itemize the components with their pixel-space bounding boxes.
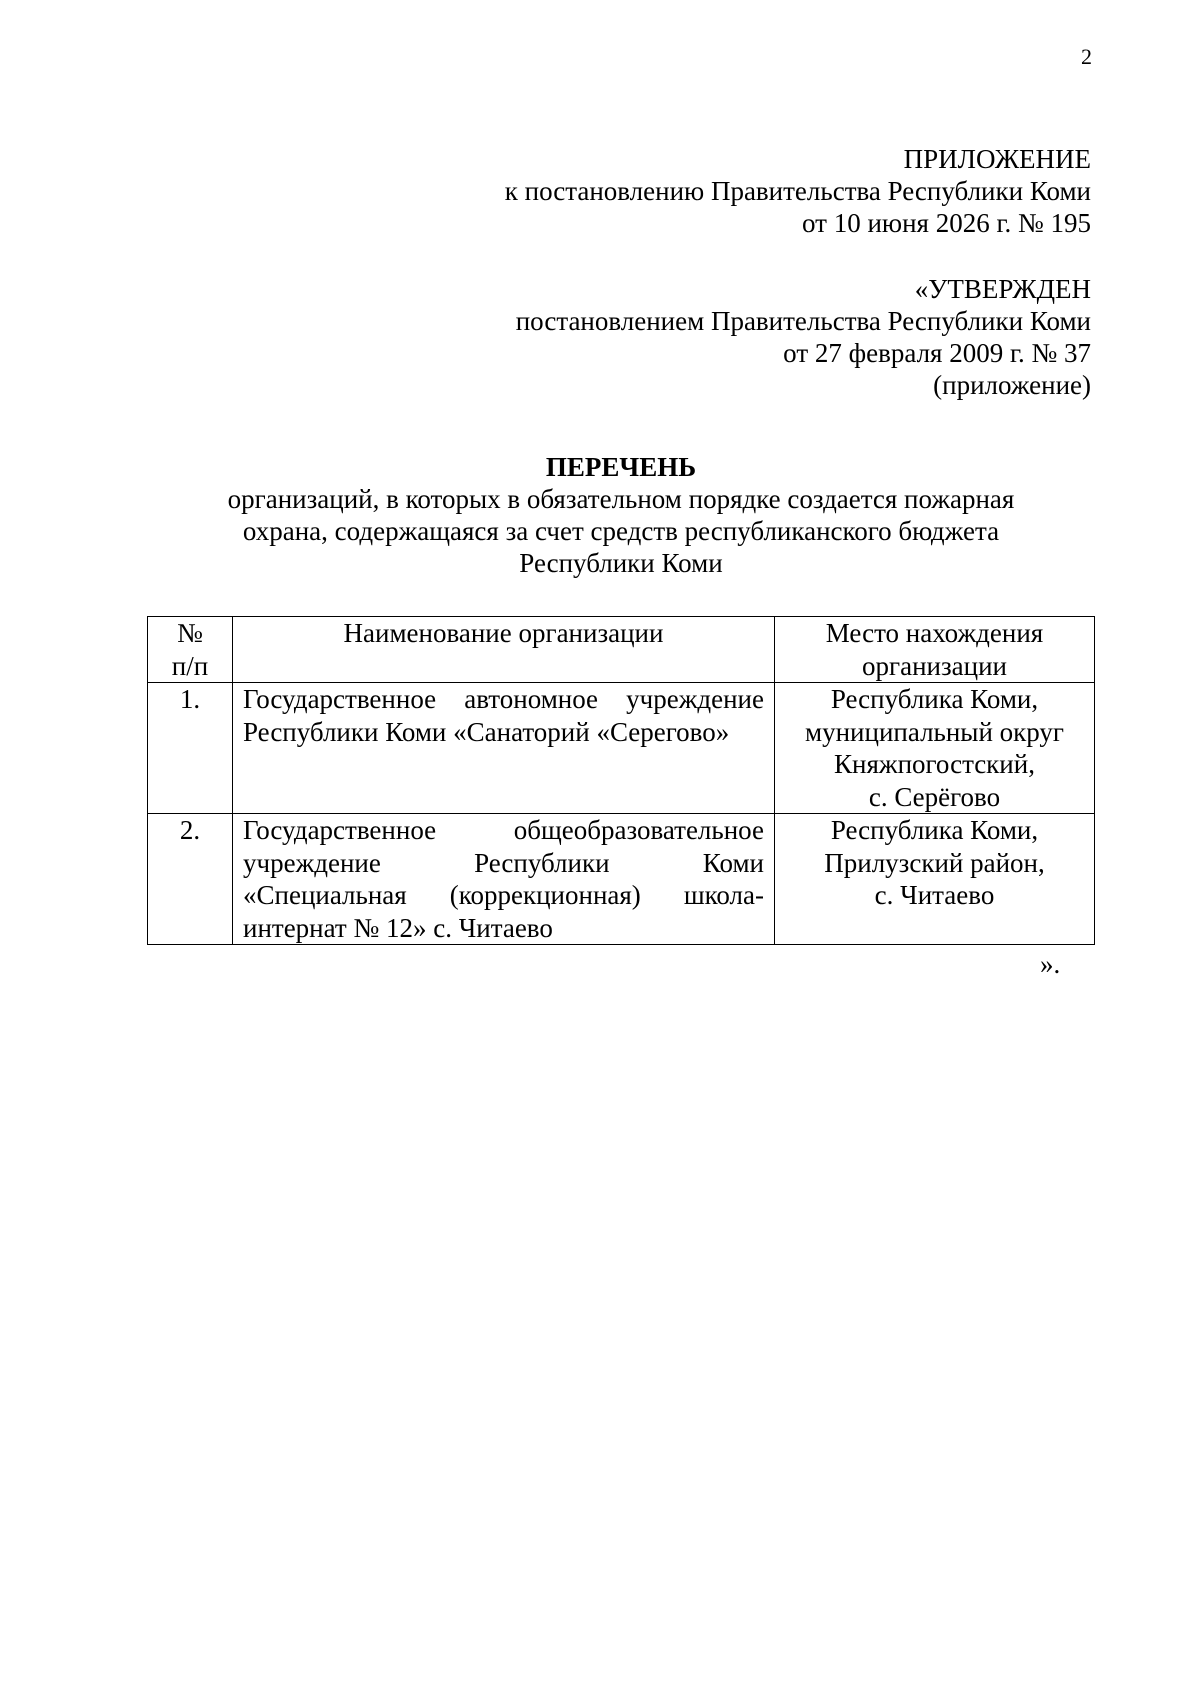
location-line: Республика Коми,	[830, 684, 1039, 714]
header-number-line: п/п	[171, 650, 209, 681]
appendix-date: от 10 июня 2026 г. № 195	[802, 208, 1091, 238]
name-line: «Специальная (коррекционная) школа-	[243, 880, 764, 910]
location-line: с. Серёгово	[868, 781, 1001, 812]
approved-date: от 27 февраля 2009 г. № 37	[783, 338, 1091, 368]
table-row	[148, 683, 1095, 814]
closing-quote: ».	[1040, 949, 1061, 979]
name-line: Республики Коми «Санаторий «Серегово»	[243, 716, 730, 747]
row-number: 2.	[148, 814, 233, 945]
page-number: 2	[1081, 44, 1092, 69]
appendix-resolution: к постановлению Правительства Республики Коми	[504, 176, 1091, 206]
row-organization-name	[233, 814, 775, 945]
header-number	[148, 617, 233, 683]
header-location-line: Место нахождения	[825, 618, 1044, 648]
approved-block	[291, 273, 1091, 401]
table-row	[148, 814, 1095, 945]
heading-block	[148, 451, 1094, 579]
appendix-title: ПРИЛОЖЕНИЕ	[903, 144, 1091, 174]
approved-note: (приложение)	[933, 370, 1091, 400]
name-line: учреждение Республики Коми	[243, 847, 764, 878]
name-line: Государственное автономное учреждение	[243, 684, 764, 714]
header-location	[775, 617, 1095, 683]
document-subtitle-line: Республики Коми	[519, 548, 723, 578]
appendix-block	[291, 143, 1091, 239]
name-line: интернат № 12» с. Читаево	[243, 912, 553, 943]
row-location	[775, 814, 1095, 945]
header-number-line: №	[177, 618, 203, 648]
header-name-text: Наименование организации	[343, 618, 664, 648]
name-line: Государственное общеобразовательное	[243, 815, 764, 845]
location-line: Прилузский район,	[824, 847, 1045, 878]
approved-title: «УТВЕРЖДЕН	[914, 274, 1091, 304]
location-line: Республика Коми,	[830, 815, 1039, 845]
document-subtitle-line: организаций, в которых в обязательном порядке создается пожарная	[227, 484, 1015, 514]
document-subtitle-line: охрана, содержащаяся за счет средств республиканского бюджета	[242, 516, 1000, 546]
header-location-line: организации	[862, 650, 1007, 681]
row-location	[775, 683, 1095, 814]
location-line: муниципальный округ	[805, 716, 1064, 747]
approved-resolution: постановлением Правительства Республики Коми	[515, 306, 1091, 336]
organizations-table	[147, 616, 1095, 945]
location-line: Княжпогостский,	[834, 749, 1035, 779]
location-line: с. Читаево	[874, 880, 995, 910]
table-header-row	[148, 617, 1095, 683]
row-number: 1.	[148, 683, 233, 814]
document-title: ПЕРЕЧЕНЬ	[545, 452, 697, 482]
header-name	[233, 617, 775, 683]
row-organization-name	[233, 683, 775, 814]
